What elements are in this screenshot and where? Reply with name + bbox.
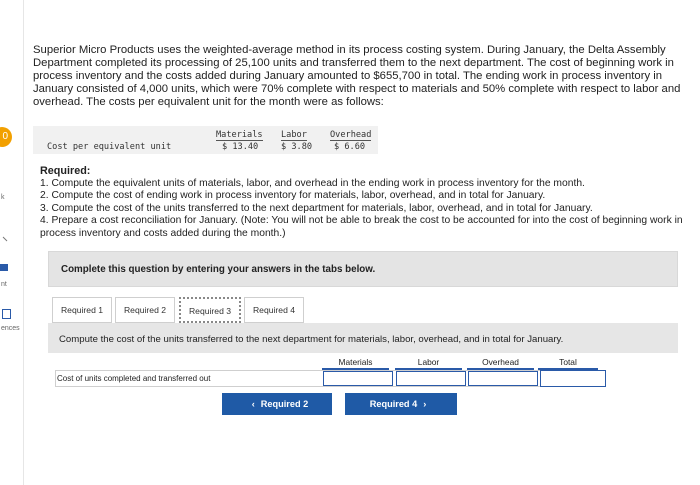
next-required-button[interactable] <box>345 393 457 415</box>
required-heading: Required: <box>40 165 91 177</box>
instruction-panel <box>48 251 678 287</box>
rail-document-icon[interactable] <box>2 309 11 319</box>
tab-required-3[interactable]: Required 3 <box>179 297 241 323</box>
cost-value-materials: $ 13.40 <box>222 142 259 152</box>
answer-header-total: Total <box>538 354 598 370</box>
tab-prompt-panel <box>48 323 678 353</box>
left-rail <box>0 0 24 485</box>
cost-value-overhead: $ 6.60 <box>334 142 366 152</box>
answer-table <box>55 354 577 387</box>
rail-label-3: ences <box>1 325 20 332</box>
labor-input[interactable] <box>396 371 466 386</box>
answer-header-row <box>55 354 577 370</box>
next-button-label: Required 4 <box>369 399 418 409</box>
cost-header-overhead: Overhead <box>330 130 372 140</box>
cost-header-materials: Materials <box>216 130 263 140</box>
required-item-4: 4. Prepare a cost reconciliation for January. (Note: You will not be able to break the cost to be accounted for into the cost of beginning work in process inventory and costs added during the month.) <box>40 215 683 239</box>
chevron-right-icon: › <box>423 399 427 409</box>
total-input[interactable] <box>540 370 606 387</box>
prev-required-button[interactable] <box>222 393 332 415</box>
answer-row-transferred <box>55 370 551 387</box>
answer-header-materials: Materials <box>322 354 389 370</box>
rail-label-2: nt <box>1 281 7 288</box>
answer-header-labor: Labor <box>395 354 462 370</box>
required-item-2: 2. Compute the cost of ending work in process inventory for materials, labor, overhead, and in total for January. <box>40 190 546 201</box>
rail-flag-icon <box>0 264 8 271</box>
cost-row-label: Cost per equivalent unit <box>47 142 172 152</box>
answer-header-overhead: Overhead <box>467 354 534 370</box>
required-item-3: 3. Compute the cost of the units transferred to the next department for materials, labor, overhead, and in total for January. <box>40 202 593 214</box>
answer-row-label: Cost of units completed and transferred out <box>57 374 211 383</box>
question-number-badge[interactable]: 0 <box>0 127 12 147</box>
chevron-left-icon: ‹ <box>251 399 255 409</box>
overhead-input[interactable] <box>468 371 538 386</box>
required-item-1: 1. Compute the equivalent units of materials, labor, and overhead in the ending work in process inventory for the month. <box>40 177 585 189</box>
cost-header-labor: Labor <box>281 130 307 140</box>
rail-tick-icon <box>2 236 9 243</box>
cost-value-labor: $ 3.80 <box>281 142 313 152</box>
problem-statement: Superior Micro Products uses the weighted-average method in its process costing system. During January, the Delta Assembly Department completed its processing of 25,100 units and transferred them to the next department. The cost of beginning work in process inventory and the costs added during January amounted to $655,700 in total. The ending work in process inventory in January consisted of 4,000 units, which were 70% complete with respect to materials and 50% complete with respect to labor and overhead. The costs per equivalent unit for the month were as follows: <box>33 44 681 108</box>
tab-prompt-text: Compute the cost of the units transferred to the next department for materials, labor, overhead, and in total for January. <box>59 334 564 345</box>
cost-per-unit-table <box>33 126 378 154</box>
rail-label-1: k <box>1 194 5 201</box>
instruction-text: Complete this question by entering your answers in the tabs below. <box>61 264 376 275</box>
tab-required-2[interactable]: Required 2 <box>115 297 175 323</box>
prev-button-label: Required 2 <box>260 399 309 409</box>
tab-required-4[interactable]: Required 4 <box>244 297 304 323</box>
required-section <box>40 165 700 240</box>
tab-required-1[interactable]: Required 1 <box>52 297 112 323</box>
materials-input[interactable] <box>323 371 393 386</box>
